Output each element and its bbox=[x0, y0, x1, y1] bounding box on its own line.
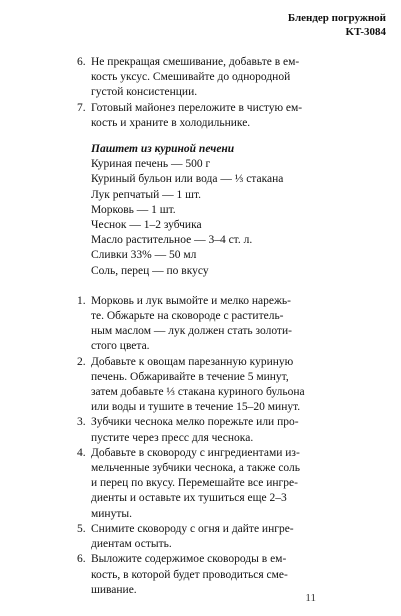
ingredient-item: Куриный бульон или вода — ⅓ стакана bbox=[91, 173, 284, 186]
step-line: Готовый майонез переложите в чистую ем- bbox=[91, 101, 303, 114]
step-line: диентам остыть. bbox=[91, 538, 172, 551]
ingredient-item: Сливки 33% — 50 мл bbox=[91, 249, 197, 262]
document-header bbox=[288, 11, 386, 39]
step-line: кость и храните в холодильнике. bbox=[91, 116, 251, 129]
pate-step bbox=[77, 294, 317, 355]
step-line: шивание. bbox=[91, 583, 137, 596]
ingredient-item: Масло растительное — 3–4 ст. л. bbox=[91, 234, 253, 247]
step-number: 5. bbox=[77, 522, 86, 535]
step-line: мельченные зубчики чеснока, а также соль bbox=[91, 462, 301, 475]
step-line: те. Обжарьте на сковороде с раститель- bbox=[91, 310, 284, 323]
step-line: Морковь и лук вымойте и мелко нарежь- bbox=[91, 294, 291, 307]
pate-step bbox=[77, 522, 317, 552]
step-line: печень. Обжаривайте в течение 5 минут, bbox=[91, 370, 289, 383]
step-line: Выложите содержимое сковороды в ем- bbox=[91, 553, 287, 566]
mayonnaise-steps-list bbox=[77, 55, 317, 131]
ingredient-item: Лук репчатый — 1 шт. bbox=[91, 188, 201, 201]
ingredient-item: Чеснок — 1–2 зубчика bbox=[91, 219, 202, 232]
page-content bbox=[77, 55, 317, 598]
mayonnaise-step bbox=[77, 55, 317, 101]
page-number: 11 bbox=[305, 592, 316, 604]
step-number: 3. bbox=[77, 416, 86, 429]
step-line: затем добавьте ⅓ стакана куриного бульона bbox=[91, 386, 305, 399]
step-line: Добавьте в сковороду с ингредиентами из- bbox=[91, 446, 300, 459]
header-model-number: KT-3084 bbox=[345, 26, 386, 38]
mayonnaise-step bbox=[77, 101, 317, 131]
pate-step bbox=[77, 355, 317, 416]
ingredient-item: Куриная печень — 500 г bbox=[91, 158, 211, 171]
step-line: ным маслом — лук должен стать золоти- bbox=[91, 325, 292, 338]
step-line: Снимите сковороду с огня и дайте ингре- bbox=[91, 522, 294, 535]
ingredients-list bbox=[77, 157, 317, 279]
pate-step bbox=[77, 415, 317, 445]
step-line: густой консистенции. bbox=[91, 86, 198, 99]
step-number: 4. bbox=[77, 446, 86, 459]
header-product-name: Блендер погружной bbox=[287, 12, 386, 24]
step-line: пустите через пресс для чеснока. bbox=[91, 431, 254, 444]
pate-step bbox=[77, 446, 317, 522]
step-line: или воды и тушите в течение 15–20 минут. bbox=[91, 401, 301, 414]
step-line: диенты и оставьте их тушиться еще 2–3 bbox=[91, 492, 287, 505]
step-line: кость, в которой будет проводиться сме- bbox=[91, 568, 288, 581]
step-number: 6. bbox=[77, 553, 86, 566]
ingredient-item: Соль, перец — по вкусу bbox=[91, 264, 209, 277]
step-number: 7. bbox=[77, 101, 86, 114]
ingredient-item: Морковь — 1 шт. bbox=[91, 203, 176, 216]
step-line: кость уксус. Смешивайте до однородной bbox=[91, 71, 291, 84]
step-line: стого цвета. bbox=[91, 340, 150, 353]
step-line: Зубчики чеснока мелко порежьте или про- bbox=[91, 416, 299, 429]
recipe-title: Паштет из куриной печени bbox=[91, 143, 235, 156]
step-number: 1. bbox=[77, 294, 86, 307]
step-number: 2. bbox=[77, 355, 86, 368]
step-line: и перец по вкусу. Перемешайте все ингре- bbox=[91, 477, 298, 490]
pate-step bbox=[77, 552, 317, 598]
step-line: минуты. bbox=[91, 507, 132, 520]
step-line: Добавьте к овощам парезанную куриную bbox=[91, 355, 294, 368]
step-line: Не прекращая смешивание, добавьте в ем- bbox=[91, 56, 300, 68]
pate-steps-list bbox=[77, 294, 317, 598]
step-number: 6. bbox=[77, 56, 86, 68]
